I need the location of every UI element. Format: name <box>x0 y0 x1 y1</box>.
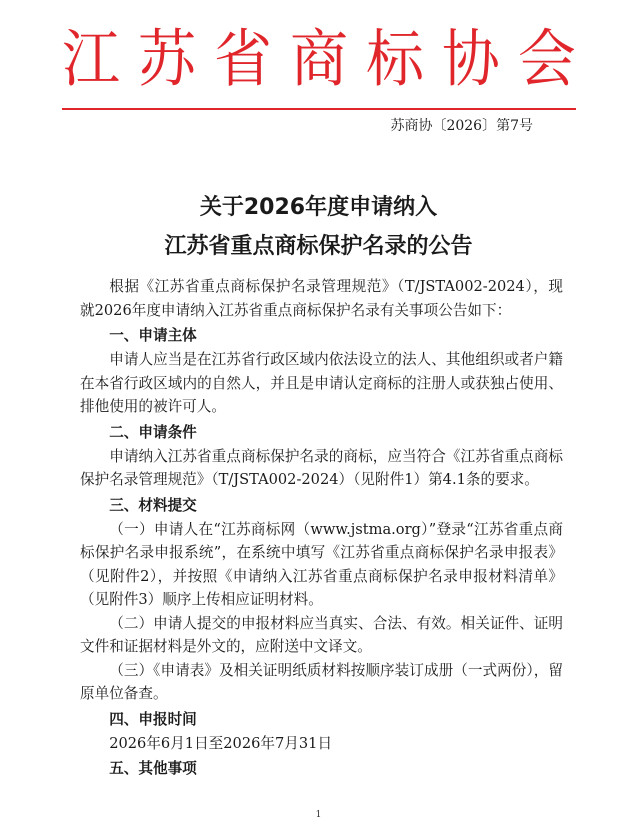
letterhead-char: 省 <box>213 22 272 96</box>
section-paragraph: 申请纳入江苏省重点商标保护名录的商标，应当符合《江苏省重点商标保护名录管理规范》（T/JSTA002-2024）（见附件1）第4.1条的要求。 <box>80 447 563 488</box>
letterhead-char: 苏 <box>137 22 196 96</box>
section-heading: 二、申请条件 <box>109 423 197 441</box>
letterhead-char: 协 <box>441 22 500 96</box>
notice-title-line1: 关于2026年度申请纳入 <box>199 195 438 220</box>
notice-body <box>80 275 563 781</box>
org-letterhead <box>62 24 576 94</box>
page-number: 1 <box>315 810 322 820</box>
section-paragraph: 2026年6月1日至2026年7月31日 <box>109 734 333 752</box>
letterhead-char: 商 <box>289 22 348 96</box>
letterhead-divider <box>62 108 576 110</box>
section-heading: 一、申请主体 <box>109 327 197 344</box>
section-heading: 四、申报时间 <box>109 710 197 728</box>
intro-paragraph: 根据《江苏省重点商标保护名录管理规范》（T/JSTA002-2024），现就2026年度申请纳入江苏省重点商标保护名录有关事项公告如下： <box>80 278 563 319</box>
section-paragraph: （三）《申请表》及相关证明纸质材料按顺序装订成册（一式两份），留原单位备查。 <box>80 661 563 702</box>
letterhead-char: 标 <box>365 22 424 96</box>
section-paragraph: （二）申请人提交的申报材料应当真实、合法、有效。相关证件、证明文件和证据材料是外文的，应附送中文译文。 <box>80 614 563 655</box>
section-paragraph: （一）申请人在“江苏商标网（www.jstma.org）”登录“江苏省重点商标保护名录申报系统”，在系统中填写《江苏省重点商标保护名录申报表》（见附件2），并按照《申请纳入江苏省重点商标保护名录申报材料清单》（见附件3）顺序上传相应证明材料。 <box>80 520 563 608</box>
section-heading: 三、材料提交 <box>109 496 197 514</box>
section-paragraph: 申请人应当是在江苏省行政区域内依法设立的法人、其他组织或者户籍在本省行政区域内的自然人，并且是申请认定商标的注册人或获独占使用、排他使用的被许可人。 <box>80 351 563 415</box>
section-heading: 五、其他事项 <box>109 760 197 777</box>
notice-title-line2: 江苏省重点商标保护名录的公告 <box>164 234 473 259</box>
document-number: 苏商协〔2026〕第7号 <box>390 118 533 134</box>
letterhead-char: 江 <box>62 22 121 96</box>
letterhead-char: 会 <box>517 22 576 96</box>
